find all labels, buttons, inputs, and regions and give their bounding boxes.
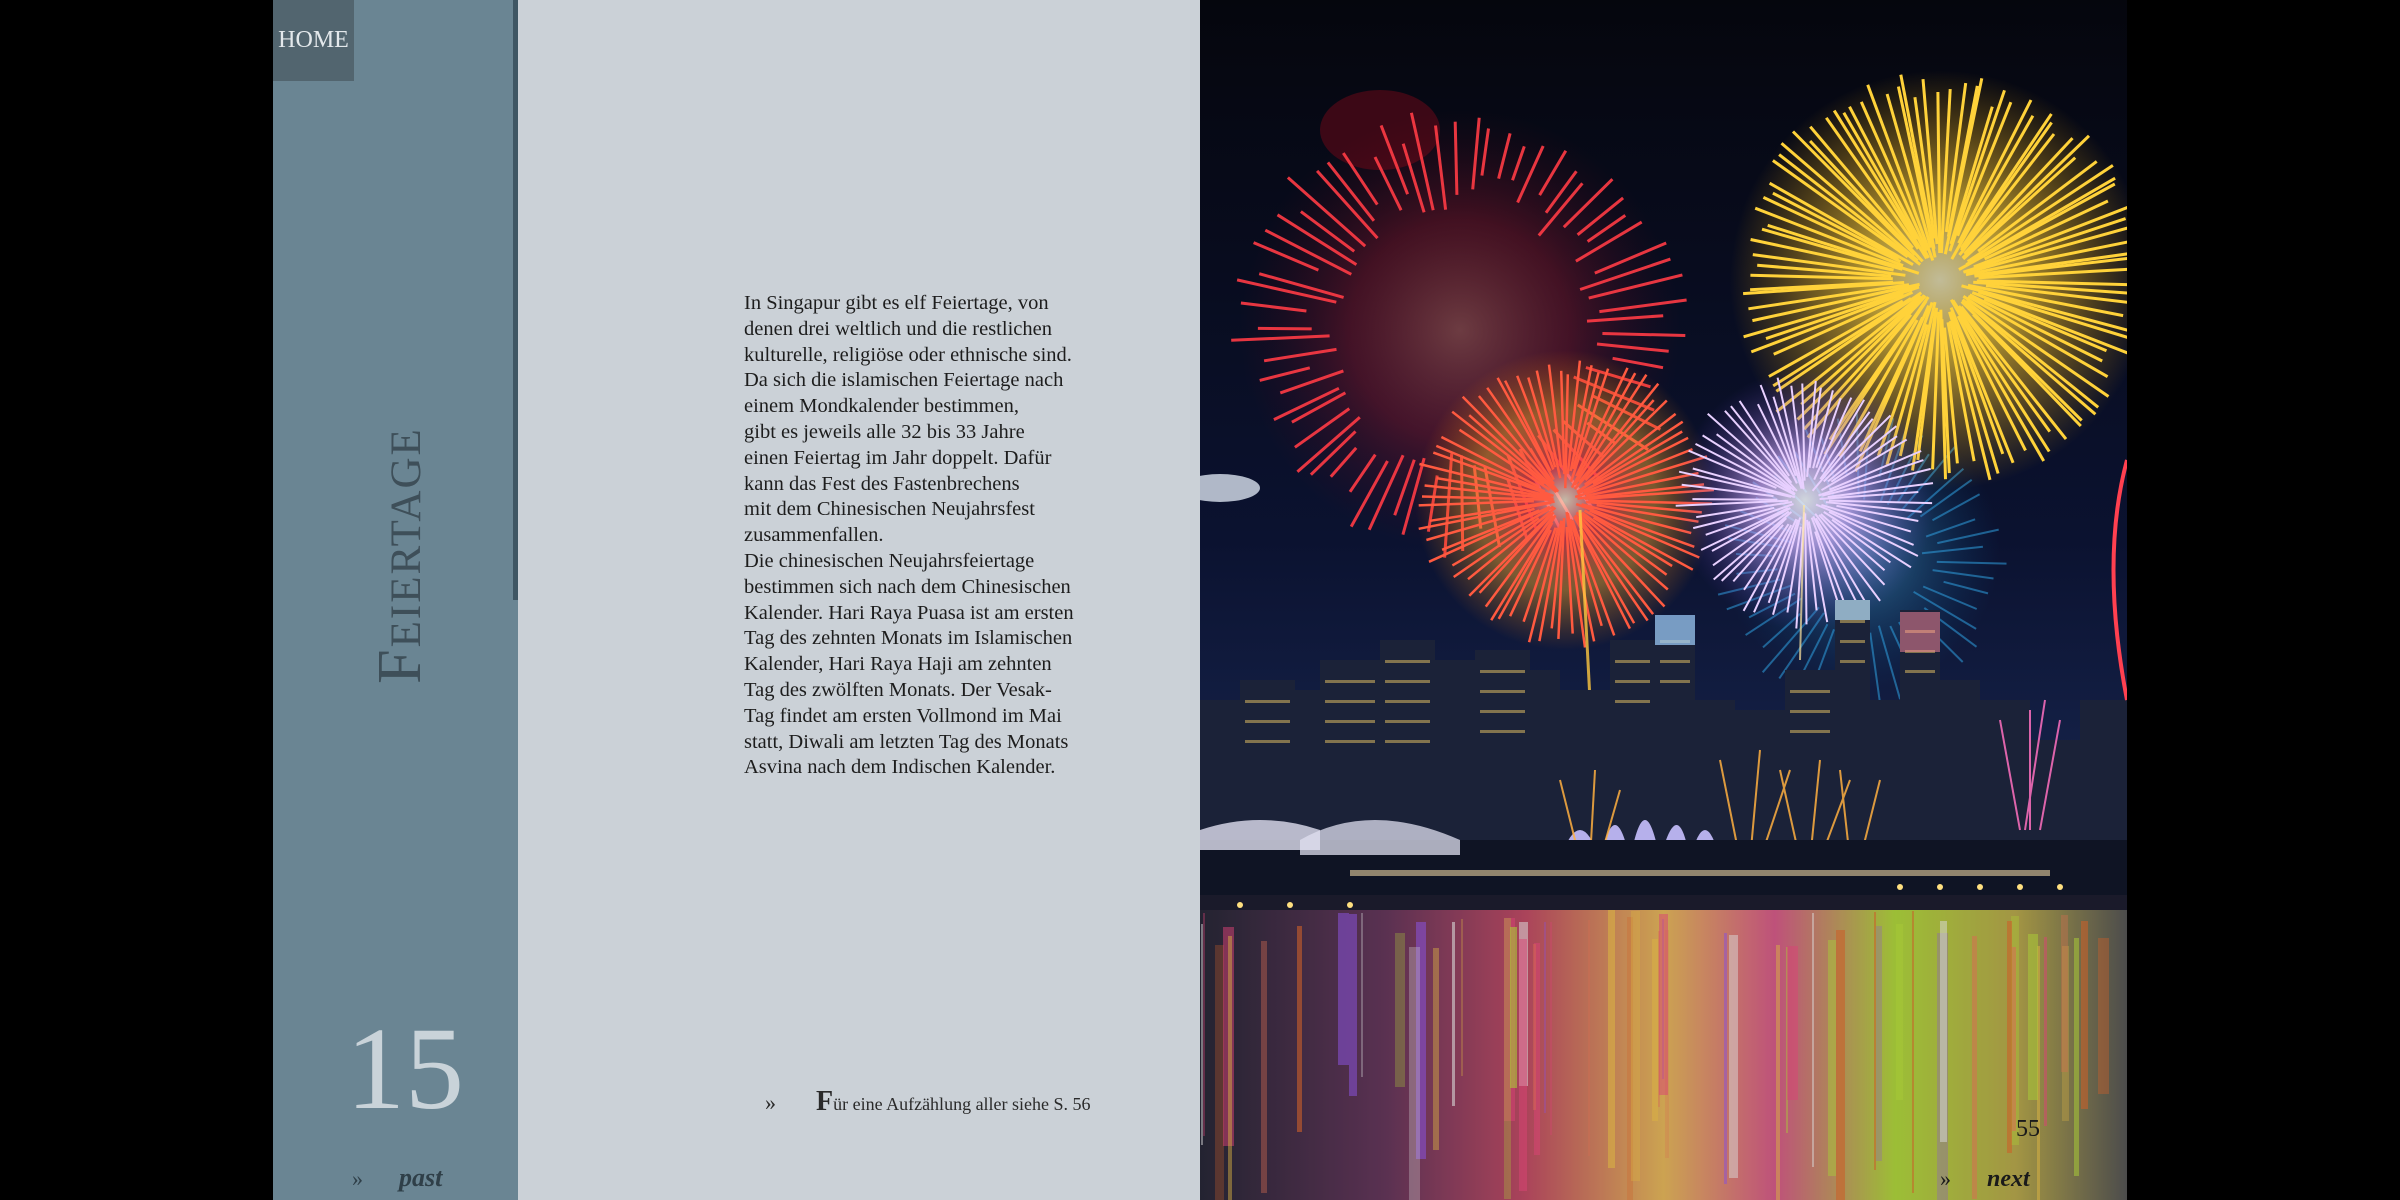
chevron-icon: » [765,1090,776,1115]
footnote-initial: F [816,1086,834,1117]
chevron-icon: » [352,1166,363,1191]
chevron-icon: » [1940,1166,1951,1191]
next-link[interactable] [1940,1166,2030,1193]
home-button[interactable]: HOME [273,0,354,81]
next-label: next [1987,1166,2030,1192]
fireworks-photo [1200,0,2127,1200]
chapter-title: Feiertage [365,426,434,684]
chapter-number: 15 [346,1003,464,1134]
article-body: In Singapur gibt es elf Feiertage, von denen drei weltlich und die restlichen kulturelle, religiöse oder ethnische sind. Da sich die islamischen Feiertage nach einem Mondkalender bestimmen, gibt es jeweils alle 32 bis 33 Jahre einen Feiertag im Jahr doppelt. Dafür kann das Fest des Fastenbrechens mit dem Chinesischen Neujahrsfest zusammenfallen. Die chinesischen Neujahrsfeiertage bestimmen sich nach dem Chinesischen Kalender. Hari Raya Puasa ist am ersten Tag des zehnten Monats im Islamischen Kalender, Hari Raya Haji am zehnten Tag des zwölften Monats. Der Vesak- Tag findet am ersten Vollmond im Mai statt, Diwali am letzten Tag des Monats Asvina nach dem Indischen Kalender. [744,292,1074,779]
past-label: past [399,1163,443,1192]
footnote [765,1086,1091,1118]
chapter-title-container [300,330,500,780]
page-number: 55 [2016,1116,2040,1142]
footnote-text: ür eine Aufzählung aller siehe S. 56 [833,1094,1091,1114]
past-link[interactable] [352,1163,442,1193]
